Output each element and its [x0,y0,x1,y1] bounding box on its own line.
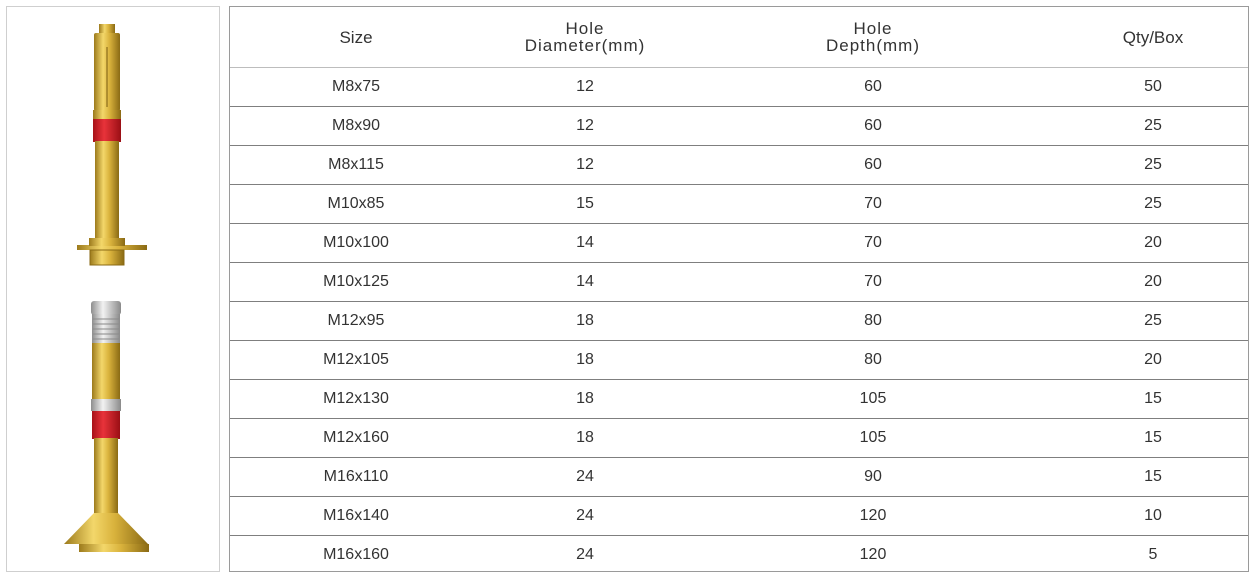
header-hole-depth [688,7,1058,68]
cell-hole-diameter: 18 [482,380,688,419]
cell-hole-depth: 60 [688,107,1058,146]
cell-hole-depth: 70 [688,185,1058,224]
product-image-panel [6,6,220,572]
table-row [230,341,1248,380]
cell-size: M12x130 [230,380,482,419]
cell-size: M8x115 [230,146,482,185]
cell-hole-diameter: 18 [482,341,688,380]
cell-hole-depth: 105 [688,419,1058,458]
cell-qty: 25 [1058,146,1248,185]
cell-qty: 15 [1058,458,1248,497]
cell-hole-depth: 80 [688,302,1058,341]
specification-table [230,7,1248,574]
cell-hole-depth: 70 [688,263,1058,302]
header-hole-diameter-line2: Diameter(mm) [524,36,646,55]
product-images [7,7,221,573]
cell-size: M10x100 [230,224,482,263]
cell-qty: 25 [1058,302,1248,341]
cell-qty: 15 [1058,380,1248,419]
header-qty-box: Qty/Box [1058,7,1248,68]
cell-qty: 15 [1058,419,1248,458]
cell-hole-depth: 90 [688,458,1058,497]
cell-hole-diameter: 24 [482,497,688,536]
table-row [230,146,1248,185]
table-row [230,302,1248,341]
cell-size: M16x110 [230,458,482,497]
cell-size: M16x160 [323,546,389,563]
header-hole-depth-line1: Hole [853,19,893,38]
cell-hole-diameter: 12 [482,146,688,185]
cell-hole-diameter: 15 [482,185,688,224]
table-header-row [230,7,1248,68]
header-size: Size [230,7,482,68]
header-hole-diameter-line1: Hole [565,19,605,38]
header-hole-depth-line2: Depth(mm) [825,36,920,55]
cell-hole-depth: 60 [688,146,1058,185]
cell-qty: 20 [1058,263,1248,302]
cell-qty: 50 [1058,68,1248,107]
table-row [230,263,1248,302]
table-row [230,536,1248,575]
cell-size: M16x140 [230,497,482,536]
cell-hole-depth: 105 [688,380,1058,419]
cell-hole-diameter: 12 [482,107,688,146]
cell-hole-depth: 70 [688,224,1058,263]
cell-size: M8x75 [230,68,482,107]
cell-qty: 20 [1058,341,1248,380]
cell-qty: 5 [1148,546,1158,563]
cell-hole-diameter: 14 [482,263,688,302]
table-row [230,68,1248,107]
cell-hole-diameter: 18 [482,302,688,341]
cell-qty: 10 [1058,497,1248,536]
table-row [230,380,1248,419]
table-row [230,224,1248,263]
table-row [230,497,1248,536]
cell-hole-depth: 120 [859,546,887,563]
table-row [230,458,1248,497]
specification-table-panel [229,6,1249,572]
cell-size: M12x95 [230,302,482,341]
table-row [230,419,1248,458]
cell-qty: 25 [1058,185,1248,224]
table-row [230,185,1248,224]
cell-qty: 25 [1058,107,1248,146]
cell-size: M12x105 [230,341,482,380]
table-row [230,107,1248,146]
cell-size: M8x90 [230,107,482,146]
anchor-bolt-flange-image [77,24,147,265]
cell-hole-depth: 120 [688,497,1058,536]
cell-hole-depth: 60 [688,68,1058,107]
anchor-bolt-countersunk-image [64,301,149,552]
cell-size: M12x160 [230,419,482,458]
cell-size: M10x85 [230,185,482,224]
cell-hole-diameter: 24 [482,458,688,497]
cell-hole-diameter: 18 [482,419,688,458]
header-hole-diameter [482,7,688,68]
cell-qty: 20 [1058,224,1248,263]
cell-size: M10x125 [230,263,482,302]
cell-hole-depth: 80 [688,341,1058,380]
cell-hole-diameter: 14 [482,224,688,263]
cell-hole-diameter: 12 [482,68,688,107]
cell-hole-diameter: 24 [576,546,594,563]
